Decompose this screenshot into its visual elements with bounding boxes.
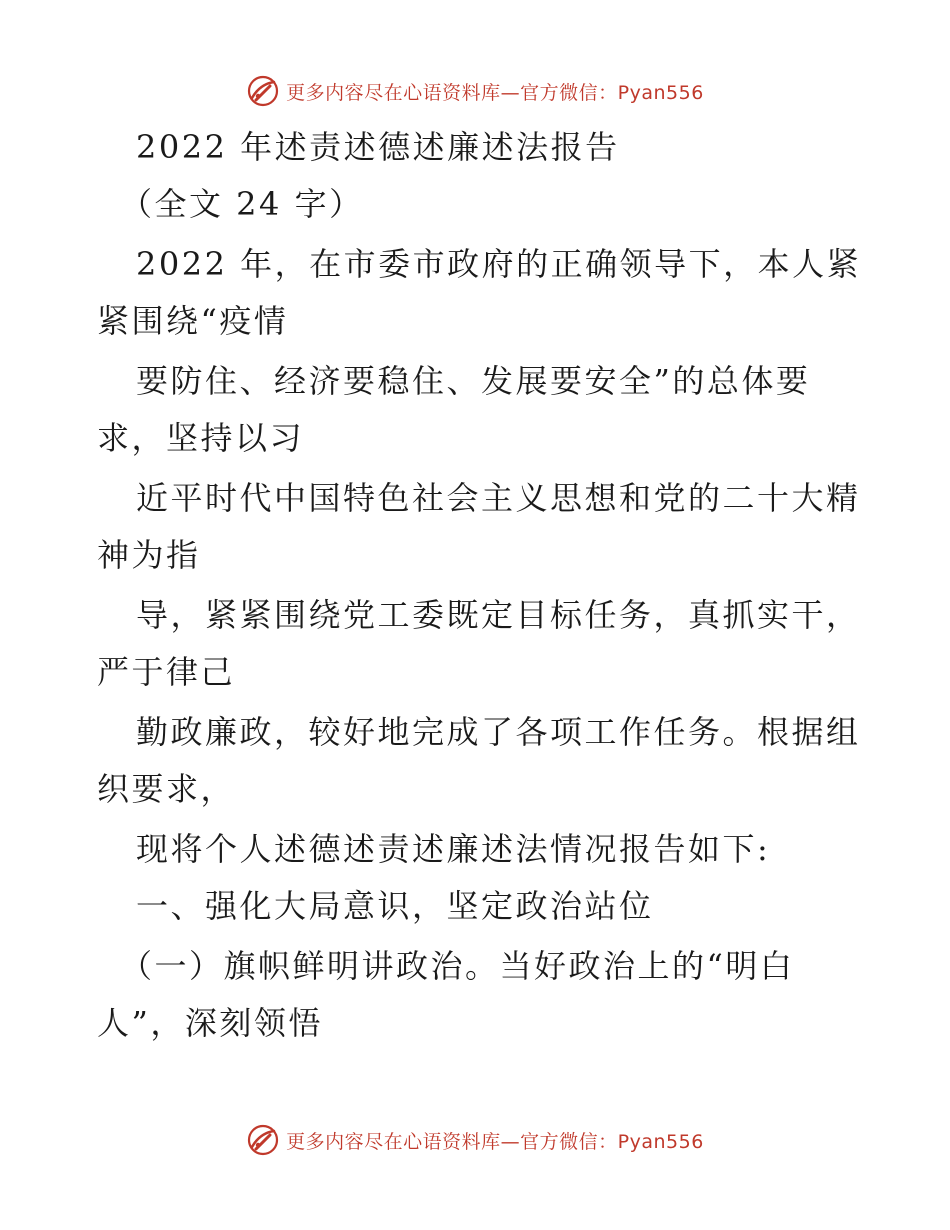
pen-logo-icon	[246, 74, 280, 108]
subsection-heading: （一）旗帜鲜明讲政治。当好政治上的“明白	[120, 947, 795, 985]
document-title: 2022 年述责述德述廉述法报告	[136, 128, 620, 166]
paragraph-line: 近平时代中国特色社会主义思想和党的二十大精	[136, 479, 861, 517]
footer-watermark	[0, 1120, 950, 1160]
section-heading: 一、强化大局意识，坚定政治站位	[136, 887, 654, 925]
header-watermark	[0, 71, 950, 111]
paragraph-line: 人”，深刻领悟	[97, 1004, 323, 1042]
paragraph-line: 严于律己	[97, 653, 236, 691]
watermark-text: 更多内容尽在心语资料库—官方微信：Pyan556	[286, 81, 704, 104]
paragraph-line: 2022 年，在市委市政府的正确领导下，本人紧	[136, 245, 862, 283]
paragraph-line: 勤政廉政，较好地完成了各项工作任务。根据组	[136, 713, 861, 751]
watermark-text: 更多内容尽在心语资料库—官方微信：Pyan556	[286, 1130, 704, 1153]
paragraph-line: 求，坚持以习	[97, 419, 305, 457]
watermark-wechat-id: Pyan556	[617, 1130, 704, 1153]
paragraph-line: 紧围绕“疫情	[97, 302, 289, 340]
paragraph-line: 导，紧紧围绕党工委既定目标任务，真抓实干，	[136, 596, 861, 634]
paragraph-line: 织要求，	[97, 770, 236, 808]
document-wordcount: （全文 24 字）	[120, 185, 364, 223]
paragraph-line: 要防住、经济要稳住、发展要安全”的总体要	[136, 362, 811, 400]
pen-logo-icon	[246, 1123, 280, 1157]
paragraph-line: 现将个人述德述责述廉述法情况报告如下:	[136, 830, 771, 868]
watermark-wechat-id: Pyan556	[617, 81, 704, 104]
paragraph-line: 神为指	[97, 536, 201, 574]
